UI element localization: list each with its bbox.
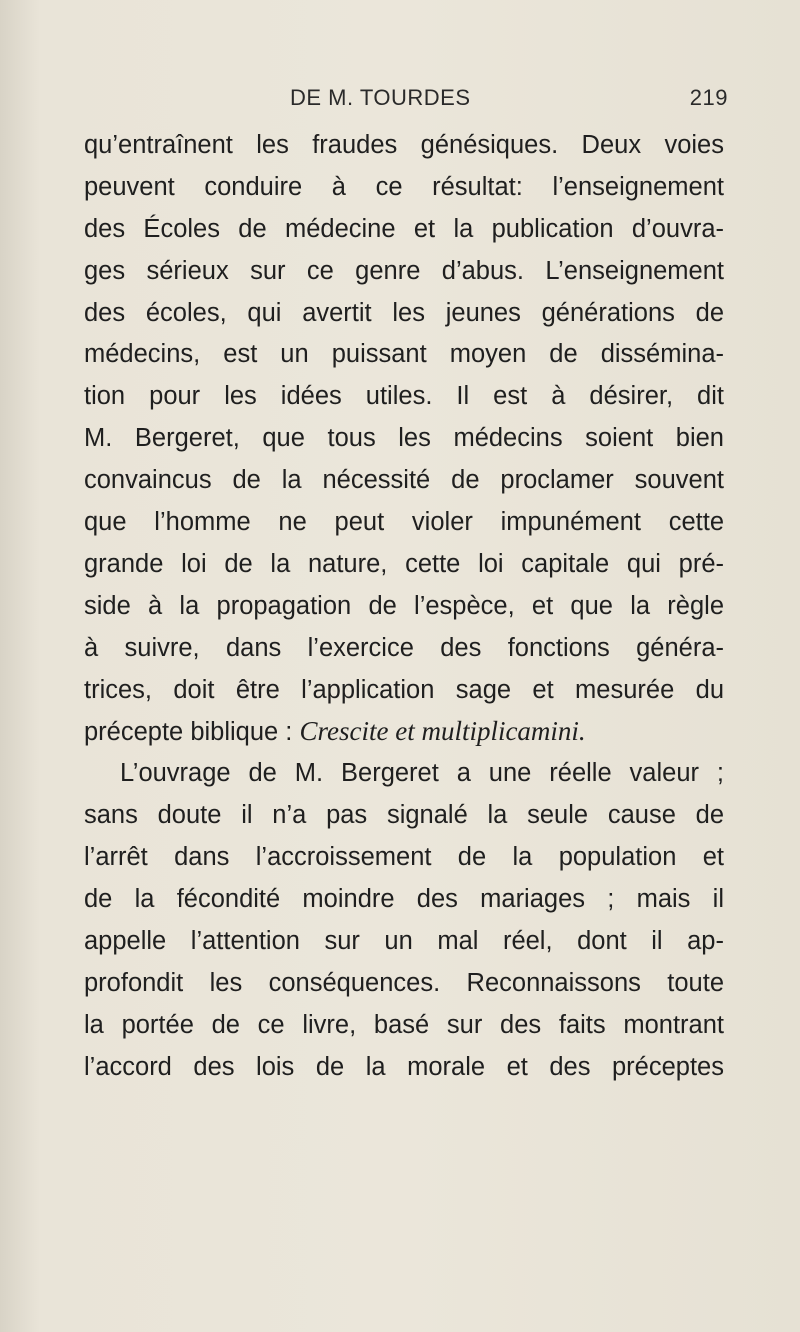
running-head: DE M. TOURDES (290, 85, 471, 110)
paragraph-2 (84, 753, 724, 1088)
text-line: des écoles, qui avertit les jeunes générations de (84, 298, 724, 327)
text-line: convaincus de la nécessité de proclamer souvent (84, 466, 724, 495)
text-line: peuvent conduire à ce résultat: l’enseignement (84, 172, 724, 201)
text-line: l’accord des lois de la morale et des préceptes (84, 1052, 724, 1081)
text-line: des Écoles de médecine et la publication d’ouvra- (84, 214, 724, 243)
text-line: sans doute il n’a pas signalé la seule cause de (84, 801, 724, 830)
text-line: M. Bergeret, que tous les médecins soient bien (84, 424, 724, 453)
paragraph-1 (84, 125, 724, 753)
text-line: médecins, est un puissant moyen de dissémina- (84, 340, 724, 369)
text-line: profondit les conséquences. Reconnaissons toute (84, 968, 724, 997)
text-line: grande loi de la nature, cette loi capitale qui pré- (84, 549, 724, 578)
text-segment: précepte biblique : (84, 718, 300, 747)
text-line: side à la propagation de l’espèce, et que la règle (84, 591, 724, 620)
page-number: 219 (689, 85, 728, 110)
text-line: la portée de ce livre, basé sur des faits montrant (84, 1010, 724, 1039)
text-line: que l’homme ne peut violer impunément cette (84, 508, 724, 537)
text-line: trices, doit être l’application sage et mesurée du (84, 675, 724, 704)
text-line: L’ouvrage de M. Bergeret a une réelle valeur ; (120, 759, 724, 788)
text-line: tion pour les idées utiles. Il est à désirer, dit (84, 382, 724, 411)
text-line: qu’entraînent les fraudes génésiques. Deux voies (84, 131, 724, 159)
text-line: de la fécondité moindre des mariages ; mais il (84, 885, 724, 914)
latin-quotation: Crescite et multiplicamini. (299, 716, 586, 747)
text-line: ges sérieux sur ce genre d’abus. L’enseignement (84, 256, 724, 285)
text-line-last (84, 711, 724, 753)
text-line: l’arrêt dans l’accroissement de la population et (84, 843, 724, 872)
text-line: à suivre, dans l’exercice des fonctions généra- (84, 633, 724, 662)
body-text (84, 125, 724, 1088)
text-line: appelle l’attention sur un mal réel, dont il ap- (84, 926, 724, 955)
